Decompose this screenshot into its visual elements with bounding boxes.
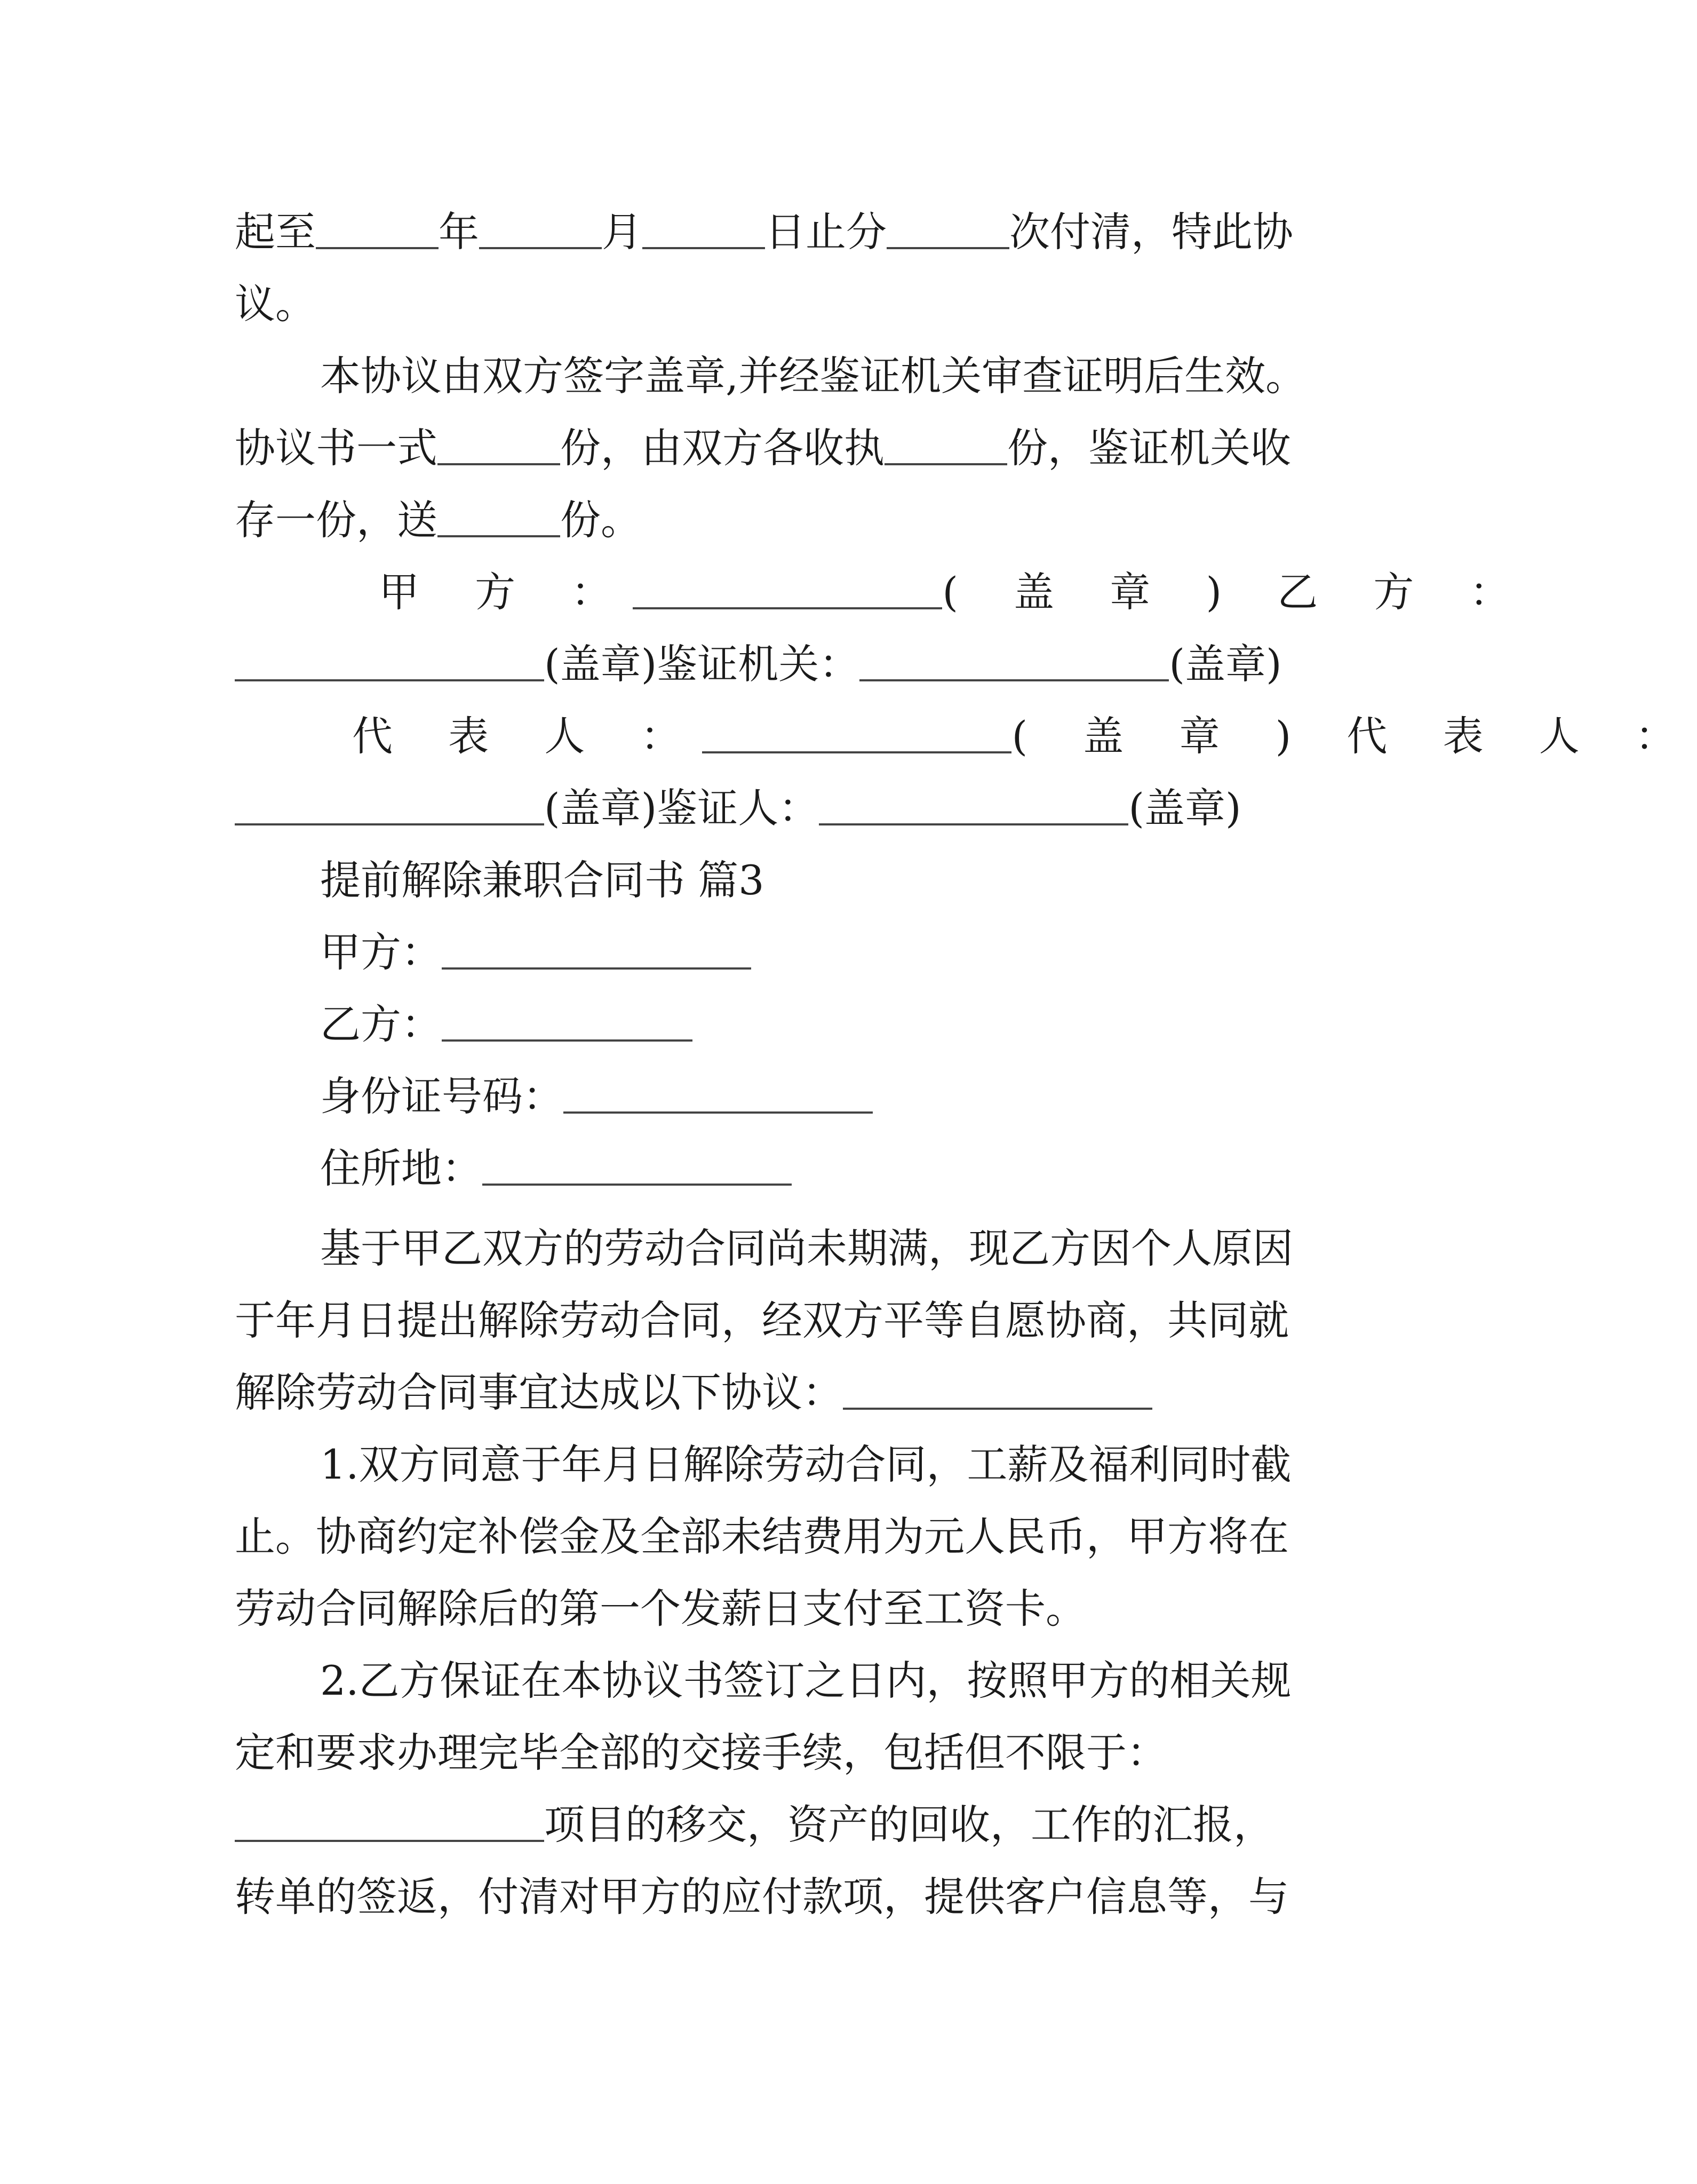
text: 份，由双方各收执 <box>560 424 885 472</box>
field-label: 乙方： <box>320 1000 442 1048</box>
fill-blank[interactable] <box>887 210 1009 249</box>
text-line: 本协议由双方签字盖章,并经鉴证机关审查证明后生效。 <box>320 352 1306 400</box>
signature-line <box>235 638 1387 691</box>
field-label: 甲方： <box>320 928 442 976</box>
paragraph-line <box>235 1366 1387 1419</box>
section-heading: 提前解除兼职合同书 篇3 <box>320 856 764 904</box>
signature-label: (盖章)鉴证人： <box>544 784 819 832</box>
text-line: 议。 <box>235 280 316 328</box>
signature-blank[interactable] <box>235 642 544 681</box>
fill-blank[interactable] <box>442 930 751 970</box>
form-field-id-number <box>320 1070 1387 1123</box>
signature-line <box>235 782 1387 835</box>
text: 项目的移交，资产的回收，工作的汇报， <box>544 1801 1274 1848</box>
fill-blank[interactable] <box>563 1074 873 1114</box>
paragraph-line: 定和要求办理完毕全部的交接手续，包括但不限于： <box>235 1729 1167 1776</box>
fill-blank[interactable] <box>235 1802 544 1842</box>
signature-label: (盖章) <box>1169 640 1282 688</box>
fill-blank[interactable] <box>482 1146 792 1186</box>
text: 份，鉴证机关收 <box>1007 424 1291 472</box>
fill-blank[interactable] <box>437 498 560 537</box>
signature-line <box>352 710 1697 763</box>
fill-blank[interactable] <box>642 210 765 249</box>
signature-blank[interactable] <box>702 714 1011 753</box>
text-line <box>235 205 1387 259</box>
text: 月 <box>602 208 642 256</box>
fill-blank[interactable] <box>479 210 602 249</box>
form-field-party-a <box>320 926 1387 979</box>
signature-blank[interactable] <box>235 786 544 825</box>
paragraph-line: 于年月日提出解除劳动合同，经双方平等自愿协商，共同就 <box>235 1297 1289 1344</box>
form-field-party-b <box>320 998 1387 1051</box>
paragraph-line: 2.乙方保证在本协议书签订之日内，按照甲方的相关规 <box>320 1657 1292 1704</box>
signature-label: (盖章)鉴证机关： <box>544 640 860 688</box>
signature-label: ( 盖 章 ) 代 表 人 ： <box>1011 712 1697 760</box>
text: 年 <box>439 208 479 256</box>
fill-blank[interactable] <box>442 1002 692 1042</box>
signature-line <box>379 566 1532 619</box>
signature-label: ( 盖 章 ) 乙 方 ： <box>942 568 1532 616</box>
signature-label: (盖章) <box>1128 784 1241 832</box>
signature-blank[interactable] <box>633 570 942 609</box>
fill-blank[interactable] <box>316 210 439 249</box>
paragraph-line <box>235 1798 1387 1852</box>
text: 份。 <box>560 496 641 544</box>
field-label: 身份证号码： <box>320 1073 563 1120</box>
paragraph-line: 劳动合同解除后的第一个发薪日支付至工资卡。 <box>235 1585 1086 1632</box>
text: 日止分 <box>765 208 887 256</box>
paragraph-line: 转单的签返，付清对甲方的应付款项，提供客户信息等，与 <box>235 1873 1289 1920</box>
fill-blank[interactable] <box>437 426 560 465</box>
paragraph-line: 1.双方同意于年月日解除劳动合同，工薪及福利同时截 <box>320 1441 1292 1488</box>
signature-label: 代 表 人 ： <box>352 712 703 760</box>
fill-blank[interactable] <box>885 426 1007 465</box>
text: 次付清，特此协 <box>1009 208 1293 256</box>
text-line <box>235 422 1387 475</box>
text: 解除劳动合同事宜达成以下协议： <box>235 1369 843 1416</box>
text-line <box>235 494 1387 547</box>
signature-blank[interactable] <box>859 642 1169 681</box>
paragraph-line: 基于甲乙双方的劳动合同尚未期满，现乙方因个人原因 <box>320 1225 1293 1272</box>
form-field-address <box>320 1142 1387 1195</box>
text: 起至 <box>235 208 316 256</box>
paragraph-line: 止。协商约定补偿金及全部未结费用为元人民币，甲方将在 <box>235 1513 1289 1560</box>
text: 存一份，送 <box>235 496 437 544</box>
signature-blank[interactable] <box>819 786 1128 825</box>
fill-blank[interactable] <box>843 1370 1152 1410</box>
signature-label: 甲 方 ： <box>379 568 633 616</box>
field-label: 住所地： <box>320 1145 482 1192</box>
text: 协议书一式 <box>235 424 437 472</box>
